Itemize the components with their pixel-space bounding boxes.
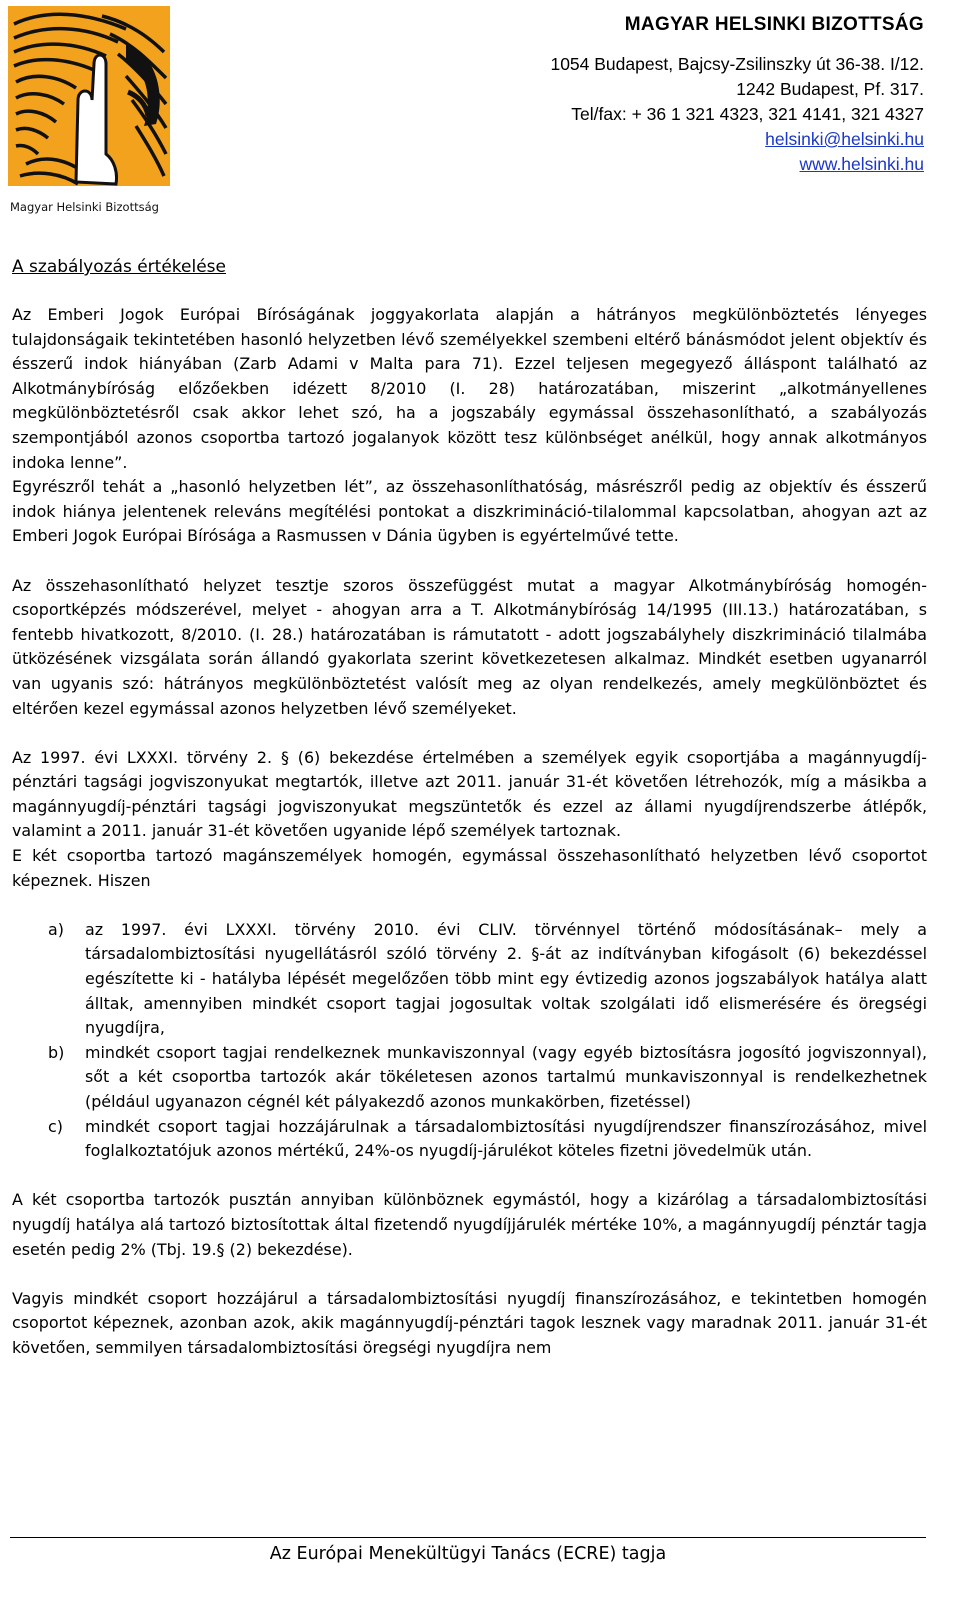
paragraph-5: E két csoportba tartozó magánszemélyek homogén, egymással összehasonlítható helyzetben lévő csoportot képeznek. Hiszen <box>12 846 927 890</box>
org-name: MAGYAR HELSINKI BIZOTTSÁG <box>624 14 924 35</box>
paragraph-7: Vagyis mindkét csoport hozzájárul a társadalombiztosítási nyugdíj finanszírozásához, e tekintetben homogén csoportot képeznek, azonban azok, akik magánnyugdíj-pénztári tagok lesznek vagy maradnak 2011. január 31-ét követően, semmilyen társadalombiztosítási öregségi nyugdíjra nem <box>12 1288 927 1357</box>
list-item <box>12 1115 927 1164</box>
org-header <box>550 14 924 177</box>
list-marker: a) <box>48 919 64 939</box>
helsinki-committee-logo-icon <box>6 4 178 216</box>
reasons-list <box>12 918 927 1164</box>
list-item-text: mindkét csoport tagjai rendelkeznek munkaviszonnyal (vagy egyéb biztosításra jogosító jogviszonnyal), sőt a két csoportba tartozók akár tökéletesen azonos tartalmú munkaviszonnyal is rendelkezhetnek (például ugyanazon cégnél két pályakezdő azonos munkakörben, fizetéssel) <box>85 1042 927 1111</box>
email-link[interactable]: helsinki@helsinki.hu <box>765 129 924 149</box>
paragraph-3: Az összehasonlítható helyzet tesztje szoros összefüggést mutat a magyar Alkotmánybíróság homogén-csoportképzés módszerével, melyet - ahogyan arra a T. Alkotmánybíróság 14/1995 (III.13.) határozatában, s fentebb hivatkozott, 8/2010. (I. 28.) határozatában is rámutatott - adott jogszabályhely diszkrimináció tilalmába ütközésének vizsgálata során állandó gyakorlata szerint következetesen alkalmaz. Mindkét esetben ugyanarról van ugyanis szó: hátrányos megkülönböztetést valósít meg az olyan rendelkezés, amely megkülönböztet és eltérően kezel egymással azonos helyzetben lévő személyeket. <box>12 575 927 718</box>
logo-caption: Magyar Helsinki Bizottság <box>10 200 159 214</box>
paragraph-2: Egyrészről tehát a „hasonló helyzetben lét”, az összehasonlíthatóság, másrészről pedig az objektív és ésszerű indok hiánya jelentenek releváns megítélési pontokat a diszkrimináció-tilalommal kapcsolatban, ahogyan azt az Emberi Jogok Európai Bírósága a Rasmussen v Dánia ügyben is egyértelművé tette. <box>12 477 927 546</box>
paragraph-4: Az 1997. évi LXXXI. törvény 2. § (6) bekezdése értelmében a személyek egyik csoportjába a magánnyugdíj-pénztári tagsági jogviszonyukat megtartók, illetve azt 2011. január 31-ét követően létrehozók, míg a másikba a magánnyugdíj-pénztári tagsági jogviszonyukat megszüntetők és ezzel az állami nyugdíjrendszerbe átlépők, valamint a 2011. január 31-ét követően ugyanide lépő személyek tartoznak. <box>12 747 927 841</box>
document-title: A szabályozás értékelése <box>12 257 226 277</box>
address-line-2: 1242 Budapest, Pf. 317. <box>736 79 924 99</box>
website-link[interactable]: www.helsinki.hu <box>799 154 924 174</box>
phone-line: Tel/fax: + 36 1 321 4323, 321 4141, 321 4327 <box>571 104 924 124</box>
list-marker: b) <box>48 1042 65 1062</box>
document-body <box>12 303 927 1361</box>
address-line-1: 1054 Budapest, Bajcsy-Zsilinszky út 36-38. I/12. <box>550 54 924 74</box>
paragraph-6: A két csoportba tartozók pusztán annyiban különböznek egymástól, hogy a kizárólag a társadalombiztosítási nyugdíj hatálya alá tartozó biztosítottak által fizetendő nyugdíjjárulék mértéke 10%, a magánnyugdíj pénztár tagja esetén pedig 2% (Tbj. 19.§ (2) bekezdése). <box>12 1190 928 1259</box>
list-item <box>12 918 927 1041</box>
org-logo <box>6 4 178 216</box>
footer-text: Az Európai Menekültügyi Tanács (ECRE) tagja <box>269 1544 667 1564</box>
paragraph-1: Az Emberi Jogok Európai Bíróságának joggyakorlata alapján a hátrányos megkülönböztetés lényeges tulajdonságaik tekintetében hasonló helyzetben lévő személyekkel szembeni eltérő bánásmódot jelent objektív és ésszerű indok hiányában (Zarb Adami v Malta para 71). Ezzel teljesen megegyező álláspont található az Alkotmánybíróság előzőekben idézett 8/2010 (I. 28) határozatában, miszerint „alkotmányellenes megkülönböztetésről csak akkor lehet szó, ha a jogszabály egymással összehasonlítható, a szabályozás szempontjából azonos csoportba tartozó jogalanyok között tesz különbséget anélkül, hogy annak alkotmányos indoka lenne”. <box>12 305 927 472</box>
list-item <box>12 1041 927 1115</box>
footer-divider <box>10 1537 926 1538</box>
list-item-text: mindkét csoport tagjai hozzájárulnak a társadalombiztosítási nyugdíjrendszer finanszírozásához, mivel foglalkoztatójuk azonos mértékű, 24%-os nyugdíj-járulékot köteles fizetni jövedelmük után. <box>85 1116 927 1161</box>
list-marker: c) <box>48 1116 63 1136</box>
list-item-text: az 1997. évi LXXXI. törvény 2010. évi CLIV. törvénnyel történő módosításának– mely a társadalombiztosítási nyugellátásról szóló törvény 2. §-át az indítványban kifogásolt (6) bekezdéssel egészítette ki - hatályba lépését megelőzően több mint egy évtizedig azonos jogszabályok hatálya alatt álltak, amennyiben mindkét csoport tagjai jogosultak voltak szolgálati idő elismerésére és öregségi nyugdíjra, <box>85 919 927 1038</box>
